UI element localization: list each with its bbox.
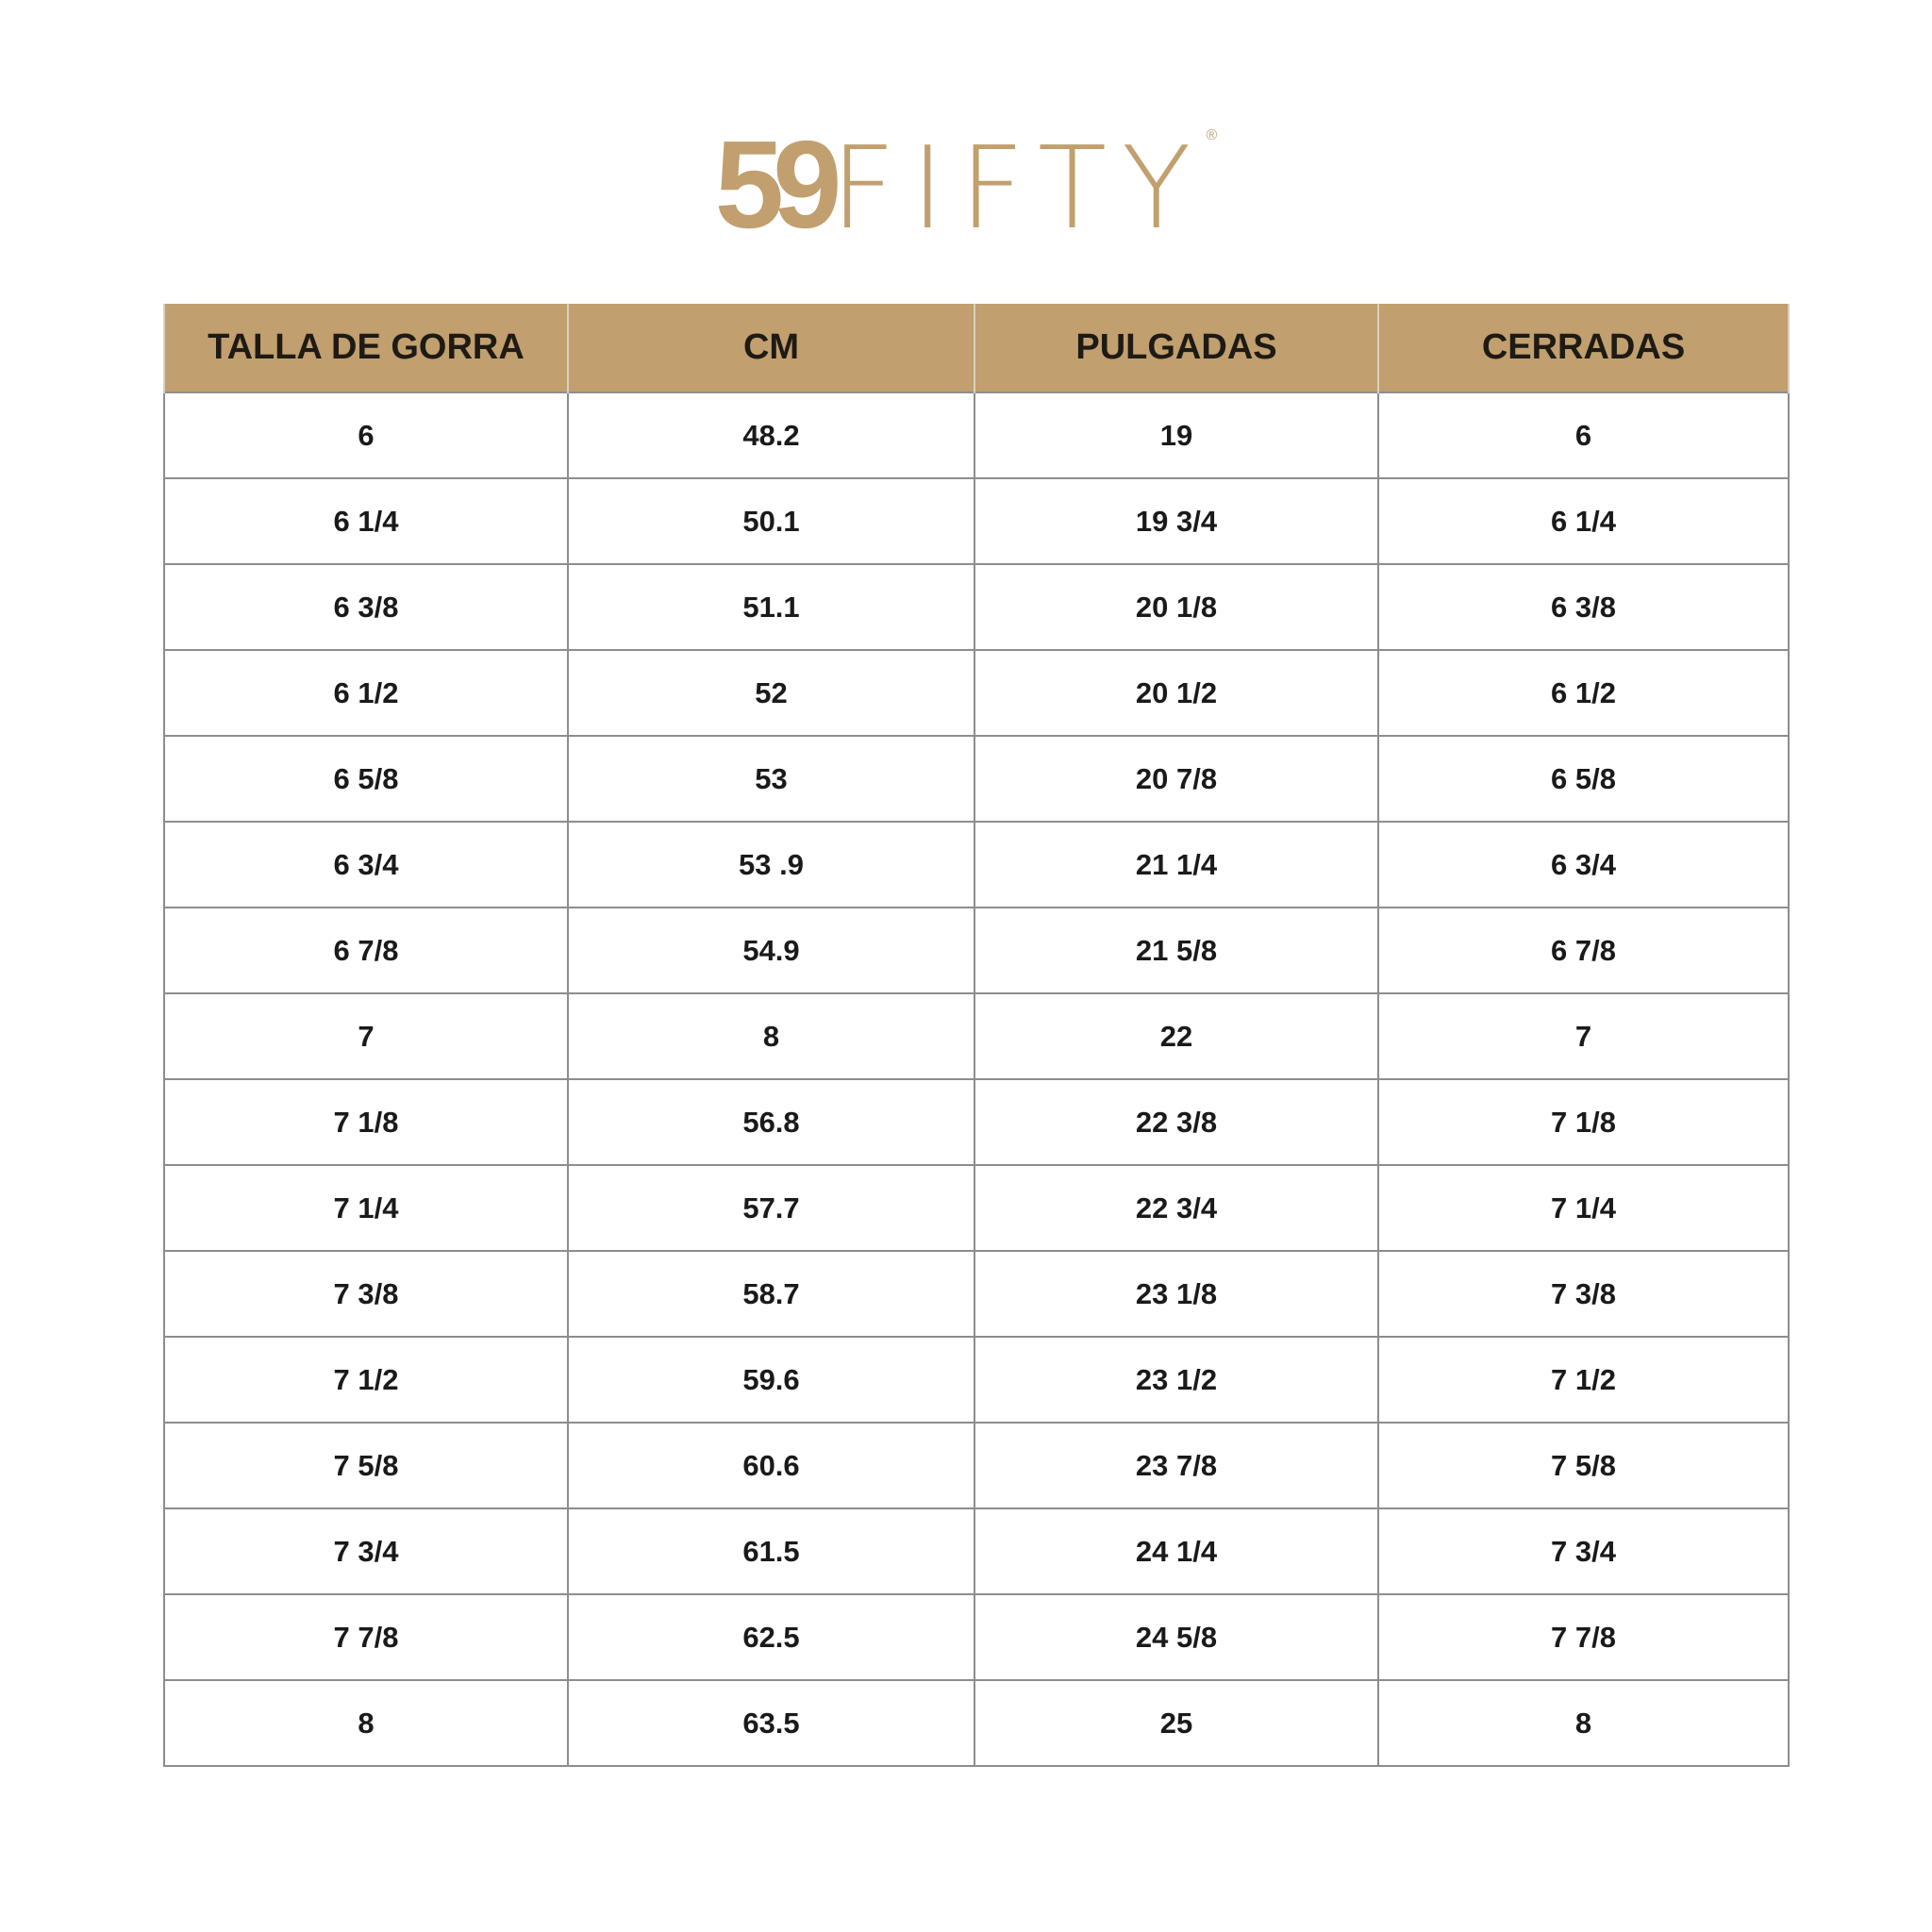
cell-cap-size: 6 7/8 (164, 908, 568, 993)
cell-cm: 50.1 (568, 478, 974, 564)
cell-fitted: 6 3/8 (1378, 564, 1789, 650)
size-chart-table (163, 304, 1790, 1767)
table-row (164, 1423, 1789, 1508)
cell-inches: 21 1/4 (974, 822, 1378, 908)
table-row (164, 736, 1789, 822)
cell-inches: 23 7/8 (974, 1423, 1378, 1508)
table-row (164, 993, 1789, 1079)
table-row (164, 478, 1789, 564)
cell-inches: 19 3/4 (974, 478, 1378, 564)
cell-inches: 24 5/8 (974, 1594, 1378, 1680)
cell-cm: 48.2 (568, 392, 974, 478)
cell-cap-size: 6 1/2 (164, 650, 568, 736)
cell-cm: 57.7 (568, 1165, 974, 1251)
cell-inches: 23 1/8 (974, 1251, 1378, 1337)
table-row (164, 564, 1789, 650)
cell-cm: 51.1 (568, 564, 974, 650)
cell-fitted: 6 7/8 (1378, 908, 1789, 993)
cell-fitted: 7 3/4 (1378, 1508, 1789, 1594)
cell-cm: 54.9 (568, 908, 974, 993)
cell-inches: 25 (974, 1680, 1378, 1766)
header-inches: PULGADAS (974, 304, 1378, 392)
cell-cap-size: 8 (164, 1680, 568, 1766)
cell-cm: 63.5 (568, 1680, 974, 1766)
cell-inches: 22 3/4 (974, 1165, 1378, 1251)
table-row (164, 1680, 1789, 1766)
cell-cm: 60.6 (568, 1423, 974, 1508)
cell-fitted: 6 1/4 (1378, 478, 1789, 564)
cell-fitted: 6 (1378, 392, 1789, 478)
cell-cap-size: 6 (164, 392, 568, 478)
cell-fitted: 6 5/8 (1378, 736, 1789, 822)
cell-cap-size: 7 (164, 993, 568, 1079)
table-row (164, 1594, 1789, 1680)
header-cap-size: TALLA DE GORRA (164, 304, 568, 392)
logo-number: 59 (714, 115, 831, 254)
header-row (164, 304, 1789, 392)
table-row (164, 1079, 1789, 1165)
cell-fitted: 6 1/2 (1378, 650, 1789, 736)
cell-cm: 59.6 (568, 1337, 974, 1423)
cell-fitted: 7 1/4 (1378, 1165, 1789, 1251)
cell-cap-size: 7 1/4 (164, 1165, 568, 1251)
table-body (164, 392, 1789, 1766)
cell-fitted: 7 1/2 (1378, 1337, 1789, 1423)
cell-fitted: 8 (1378, 1680, 1789, 1766)
cell-fitted: 6 3/4 (1378, 822, 1789, 908)
table-row (164, 392, 1789, 478)
cell-cm: 62.5 (568, 1594, 974, 1680)
table-row (164, 1508, 1789, 1594)
cell-cap-size: 7 5/8 (164, 1423, 568, 1508)
table-row (164, 650, 1789, 736)
cell-inches: 20 7/8 (974, 736, 1378, 822)
cell-fitted: 7 (1378, 993, 1789, 1079)
cell-cap-size: 6 3/8 (164, 564, 568, 650)
cell-inches: 20 1/2 (974, 650, 1378, 736)
cell-inches: 20 1/8 (974, 564, 1378, 650)
cell-inches: 19 (974, 392, 1378, 478)
cell-fitted: 7 5/8 (1378, 1423, 1789, 1508)
cell-cap-size: 7 3/4 (164, 1508, 568, 1594)
cell-fitted: 7 3/8 (1378, 1251, 1789, 1337)
table-row (164, 1165, 1789, 1251)
cell-cap-size: 6 5/8 (164, 736, 568, 822)
table-row (164, 908, 1789, 993)
logo-word: FIFTY (830, 124, 1207, 255)
cell-cap-size: 7 1/8 (164, 1079, 568, 1165)
cell-cm: 8 (568, 993, 974, 1079)
registered-mark: ® (1206, 127, 1218, 143)
header-fitted: CERRADAS (1378, 304, 1789, 392)
cell-cm: 52 (568, 650, 974, 736)
cell-fitted: 7 7/8 (1378, 1594, 1789, 1680)
cell-cm: 56.8 (568, 1079, 974, 1165)
table-row (164, 822, 1789, 908)
cell-cap-size: 6 3/4 (164, 822, 568, 908)
cell-inches: 23 1/2 (974, 1337, 1378, 1423)
cell-cm: 53 (568, 736, 974, 822)
cell-inches: 22 (974, 993, 1378, 1079)
cell-cap-size: 7 1/2 (164, 1337, 568, 1423)
cell-inches: 21 5/8 (974, 908, 1378, 993)
brand-logo (0, 115, 1932, 255)
table-row (164, 1337, 1789, 1423)
cell-cap-size: 7 7/8 (164, 1594, 568, 1680)
cell-cm: 53 .9 (568, 822, 974, 908)
cell-fitted: 7 1/8 (1378, 1079, 1789, 1165)
cell-cap-size: 6 1/4 (164, 478, 568, 564)
header-cm: CM (568, 304, 974, 392)
cell-cm: 61.5 (568, 1508, 974, 1594)
cell-inches: 24 1/4 (974, 1508, 1378, 1594)
cell-cm: 58.7 (568, 1251, 974, 1337)
cell-cap-size: 7 3/8 (164, 1251, 568, 1337)
table-row (164, 1251, 1789, 1337)
cell-inches: 22 3/8 (974, 1079, 1378, 1165)
